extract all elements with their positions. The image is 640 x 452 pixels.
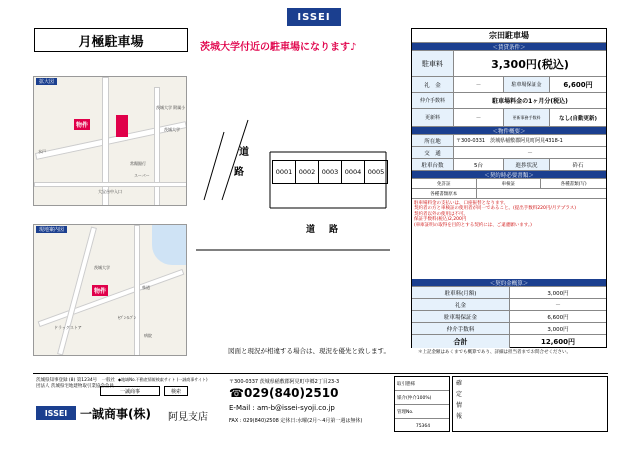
rent-row bbox=[412, 51, 606, 77]
area-map bbox=[33, 224, 187, 356]
security-label: 駐車場保証金 bbox=[504, 77, 550, 92]
docs-row bbox=[412, 179, 606, 189]
count-row bbox=[412, 159, 606, 171]
search-label: ◆地域No.不動産情報検索サイト (一誠商事サイト) bbox=[118, 377, 208, 382]
note-line: 契約者の方と車検証の使用者が同一であること。(提出手数料220円/月アプラス) bbox=[414, 206, 576, 212]
initial-value: 3,000円 bbox=[547, 290, 569, 297]
note-line: (車庫証明の取得を目的とする契約には、ご遠慮願います。) bbox=[414, 222, 532, 228]
doc-item: 各種書類(写) bbox=[560, 181, 587, 187]
search-button[interactable]: 検索 bbox=[164, 386, 188, 396]
map-road bbox=[134, 225, 140, 356]
info-panel bbox=[411, 28, 607, 348]
branch-name: 阿見支店 bbox=[168, 412, 208, 423]
total-label: 合計 bbox=[412, 335, 510, 348]
location-row bbox=[412, 135, 606, 147]
total-value: 12,600円 bbox=[540, 337, 575, 346]
area-map-label: 現地案内図 bbox=[36, 226, 67, 233]
doc-empty bbox=[477, 189, 606, 198]
memo-label: 確定情報 bbox=[456, 380, 463, 420]
initial-label: 駐車料(月額) bbox=[412, 287, 510, 298]
detail-map bbox=[33, 76, 187, 206]
company-email[interactable]: E-Mail : am-b@issei-syoji.co.jp bbox=[229, 404, 335, 412]
parking-slot: 0003 bbox=[318, 160, 342, 184]
footer-divider bbox=[33, 373, 608, 374]
memo-box bbox=[452, 376, 608, 432]
ref-row: 媒介(仲介100%) bbox=[395, 391, 449, 405]
ref-row: 管理No. bbox=[395, 405, 449, 419]
map-place: ドラッグストア bbox=[54, 325, 82, 330]
company-address: 〒300-0337 茨城県稲敷郡阿見町中郷2丁目23-3 bbox=[229, 379, 340, 385]
band-property: ＜物件概要＞ bbox=[412, 127, 606, 135]
detail-map-label: 拡大図 bbox=[36, 78, 57, 85]
deposit-label: 礼 金 bbox=[412, 77, 454, 92]
company-fax: FAX : 029(840)2508 定休日:水曜(2月～4月第一週は無休) bbox=[229, 418, 363, 424]
page-title: 月極駐車場 bbox=[34, 28, 188, 52]
map-place: 茨城大学 bbox=[94, 265, 110, 270]
map-road bbox=[57, 226, 97, 355]
initial-row bbox=[412, 287, 606, 299]
brokerage-value: 駐車場料金の1ヶ月分(税込) bbox=[492, 98, 568, 105]
initial-value: 3,000円 bbox=[547, 326, 569, 333]
reference-box bbox=[394, 376, 450, 432]
map-place: 茨城大学 bbox=[164, 127, 180, 132]
brokerage-row bbox=[412, 93, 606, 109]
road-label: 路 bbox=[234, 167, 244, 178]
rent-label: 駐車料 bbox=[412, 51, 454, 76]
initial-row bbox=[412, 299, 606, 311]
rent-value: 3,300円(税込) bbox=[491, 57, 569, 71]
doc-item: 免許証 bbox=[412, 179, 477, 188]
map-place: 県道 bbox=[142, 285, 150, 290]
initial-row bbox=[412, 311, 606, 323]
transport-value: － bbox=[527, 150, 533, 157]
renewal-row bbox=[412, 109, 606, 127]
disclaimer: ＊上記金額はあくまでも概算であり、詳細は担当者までお問合せください。 bbox=[418, 350, 571, 355]
count-label: 駐車台数 bbox=[412, 159, 454, 170]
map-place: 水戸 bbox=[38, 149, 46, 154]
renewal-label: 更新料 bbox=[412, 109, 454, 126]
deposit-value: － bbox=[454, 77, 504, 92]
renewal-value: － bbox=[454, 109, 504, 126]
issei-logo: ISSEI bbox=[287, 8, 341, 26]
map-place: 常陽銀行 bbox=[130, 161, 146, 166]
map-road bbox=[34, 182, 187, 187]
issei-logo-footer: ISSEI bbox=[36, 406, 76, 420]
deposit-row bbox=[412, 77, 606, 93]
note-line: 駐車場料金の支払いは、口座振替となります。 bbox=[414, 201, 509, 206]
renewal-fee-label: 更新事務手数料 bbox=[504, 109, 550, 126]
initial-value: 6,600円 bbox=[547, 314, 569, 321]
ref-row: 75364 bbox=[415, 423, 431, 429]
band-rent: ＜賃貸条件＞ bbox=[412, 43, 606, 51]
road-label: 道路 bbox=[306, 225, 353, 235]
map-place: 大宝台中入口 bbox=[98, 189, 122, 194]
road-label: 道 bbox=[239, 147, 249, 158]
company-tel[interactable]: ☎029(840)2510 bbox=[229, 386, 339, 400]
vacancy-value: 砕石 bbox=[572, 162, 584, 169]
tagline: 茨城大学付近の駐車場になります♪ bbox=[200, 42, 357, 53]
transport-row bbox=[412, 147, 606, 159]
band-conditions: ＜契約時必要書類＞ bbox=[412, 171, 606, 179]
vacancy-label: 進捗状況 bbox=[504, 159, 550, 170]
location-label: 所在地 bbox=[412, 135, 454, 146]
map-place: 茨城大学 附属小 bbox=[156, 105, 186, 110]
property-marker bbox=[116, 115, 128, 137]
map-place: ｾﾌﾞﾝｲﾚﾌﾞﾝ bbox=[118, 315, 136, 320]
property-label: 物件 bbox=[74, 119, 90, 130]
map-place: 病院 bbox=[144, 333, 152, 338]
parking-slot: 0004 bbox=[341, 160, 365, 184]
initial-label: 駐車場保証金 bbox=[412, 311, 510, 322]
company-name: 一誠商事(株) bbox=[80, 407, 151, 421]
note-line: 保証手数料(税込)2,200円 bbox=[414, 217, 467, 223]
parking-slot: 0002 bbox=[295, 160, 319, 184]
doc-item: 各種書類原本 bbox=[412, 189, 477, 198]
initial-label: 礼金 bbox=[412, 299, 510, 310]
brokerage-label: 仲介手数料 bbox=[412, 93, 454, 108]
ref-row: 取引態様 bbox=[395, 377, 449, 391]
license-info: 茨城県知事登録 (8) 第1234号 一般社団法人 茨城県宅地建物取引業協会会員 bbox=[36, 378, 116, 390]
map-road bbox=[38, 269, 185, 327]
panel-title: 宗田駐車場 bbox=[489, 31, 529, 40]
security-value: 6,600円 bbox=[563, 80, 593, 89]
transport-label: 交 通 bbox=[412, 147, 454, 158]
note-line: 契約者以外の使用は不可。 bbox=[414, 211, 468, 217]
property-label: 物件 bbox=[92, 285, 108, 296]
panel-title-row bbox=[412, 29, 606, 43]
initial-label: 仲介手数料 bbox=[412, 323, 510, 334]
search-input[interactable]: 一誠商事 bbox=[100, 386, 160, 396]
total-row bbox=[412, 335, 606, 348]
initial-value: － bbox=[555, 302, 561, 309]
lake bbox=[152, 225, 187, 265]
notes-block bbox=[414, 201, 604, 228]
map-place: スーパー bbox=[134, 173, 150, 178]
location-value: 〒300-0331 茨城県稲敷郡阿見町阿見4318-1 bbox=[456, 138, 563, 144]
parking-slot: 0005 bbox=[364, 160, 388, 184]
count-value: 5台 bbox=[454, 159, 504, 170]
doc-item: 車検証 bbox=[477, 179, 542, 188]
parking-slot: 0001 bbox=[272, 160, 296, 184]
initial-row bbox=[412, 323, 606, 335]
renewal-fee-value: なし(自動更新) bbox=[558, 115, 598, 122]
band-initial: ＜契約金概算＞ bbox=[412, 279, 606, 287]
docs-extra-row bbox=[412, 189, 606, 199]
sketch-note: 図面と現況が相違する場合は、現況を優先と致します。 bbox=[228, 347, 390, 355]
